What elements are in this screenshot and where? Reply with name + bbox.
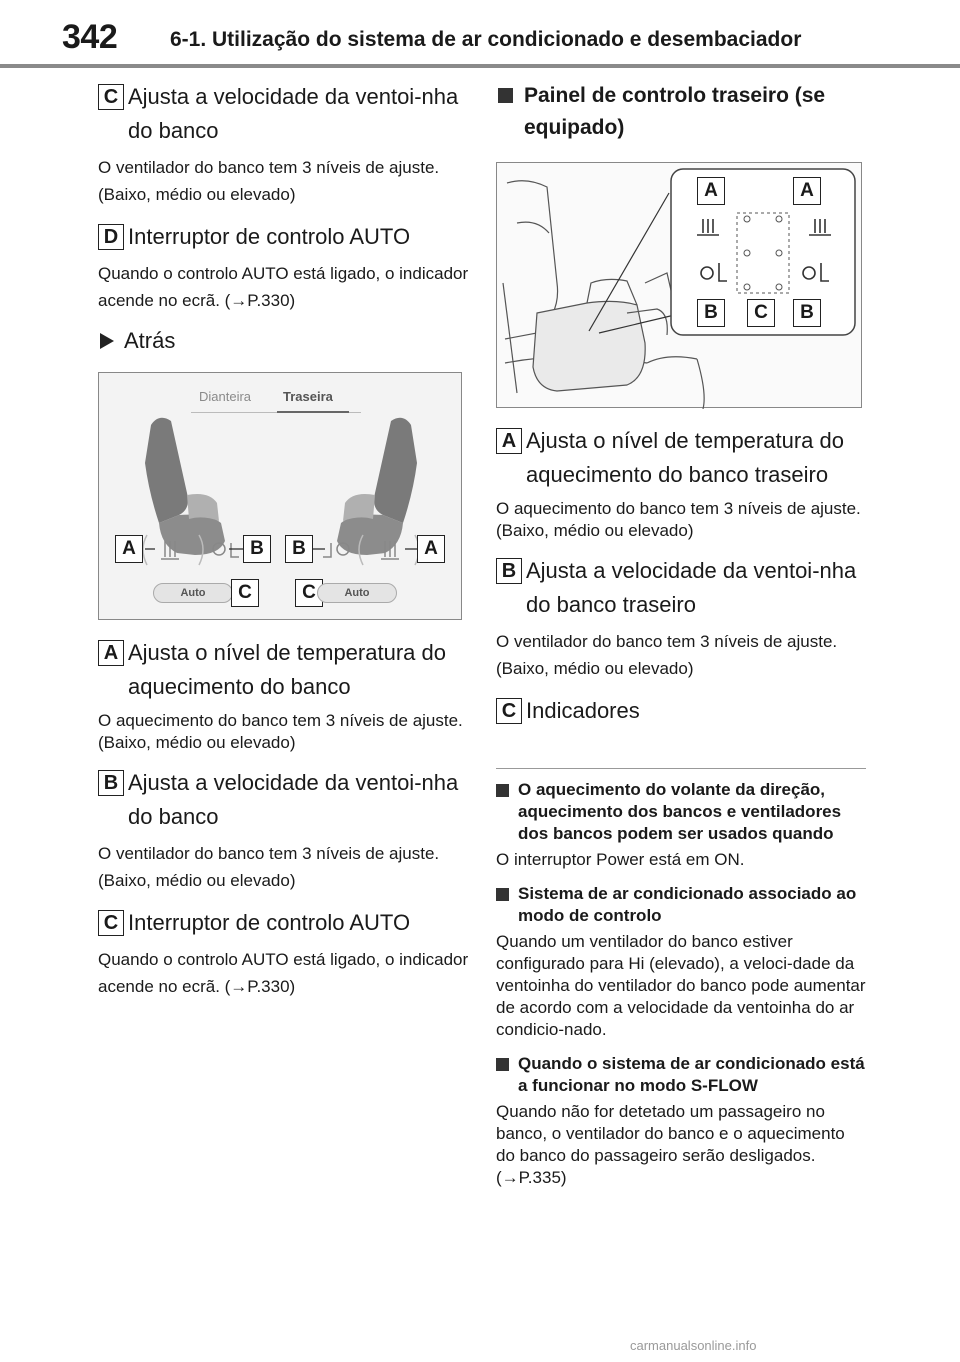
item-title: Ajusta o nível de temperatura do aquecimento do banco traseiro [526, 428, 844, 487]
item-description: O ventilador do banco tem 3 níveis de ajuste. (Baixo, médio ou elevado) [98, 844, 440, 890]
seat-illustration [99, 373, 463, 621]
rear-armrest-panel-figure [496, 162, 862, 408]
item-description: Quando o controlo AUTO está ligado, o indicador acende no ecrã. (→P.330) [98, 264, 469, 310]
label-box: C [98, 910, 124, 936]
note-text: Quando não for detetado um passageiro no banco, o ventilador do banco e o aquecimento do banco do passageiro serão desligados. (→P.335) [496, 1102, 845, 1187]
callout-a-left: A [697, 177, 725, 205]
item-a-rear-heater-level [496, 424, 866, 492]
chapter-title: 6-1. Utilização do sistema de ar condicionado e desembaciador [170, 28, 802, 51]
item-c-fan-speed [98, 80, 470, 148]
note-text: O interruptor Power está em ON. [496, 850, 745, 869]
tab-front: Dianteira [199, 389, 252, 404]
callout-b-right: B [793, 299, 821, 327]
item-title: Ajusta a velocidade da ventoi-nha do banco [128, 84, 459, 143]
item-description: O ventilador do banco tem 3 níveis de ajuste. (Baixo, médio ou elevado) [496, 632, 838, 678]
left-seat-icon [145, 418, 225, 555]
label-box: C [98, 84, 124, 110]
label-box: B [496, 558, 522, 584]
page-number: 342 [62, 18, 118, 56]
item-title: Ajusta a velocidade da ventoi-nha do banco traseiro [526, 558, 857, 617]
callout-b-right: B [285, 535, 313, 563]
item-c-auto-switch [98, 906, 470, 940]
note-heading [496, 883, 866, 927]
callout-c: C [747, 299, 775, 327]
item-a-heater-level [98, 636, 470, 704]
sub-heading-rear [98, 328, 470, 354]
note-text: Quando um ventilador do banco estiver configurado para Hi (elevado), a veloci-dade da ventoinha do ventilador do banco pode aumentar de acordo com a velocidade da ventoinha do ar condicio-nado. [496, 932, 866, 1039]
watermark-text: carmanualsonline.info [630, 1338, 757, 1353]
label-box: D [98, 224, 124, 250]
label-box: B [98, 770, 124, 796]
square-bullet-icon [498, 88, 513, 103]
square-bullet-icon [496, 1058, 509, 1071]
item-description: O ventilador do banco tem 3 níveis de ajuste. (Baixo, médio ou elevado) [98, 158, 440, 204]
rear-seat-control-screen-figure [98, 372, 462, 620]
right-seat-icon [337, 418, 417, 555]
auto-button-right: Auto [317, 583, 397, 603]
section-heading-text: Painel de controlo traseiro (se equipado) [524, 84, 826, 139]
callout-b-left: B [697, 299, 725, 327]
callout-a-right: A [793, 177, 821, 205]
item-c-indicators [496, 694, 866, 728]
callout-c-right: C [295, 579, 323, 607]
auto-button-left: Auto [153, 583, 233, 603]
callout-a-right: A [417, 535, 445, 563]
item-description: O aquecimento do banco tem 3 níveis de ajuste. (Baixo, médio ou elevado) [98, 711, 463, 752]
callout-a-left: A [115, 535, 143, 563]
item-b-rear-fan-speed [496, 554, 866, 622]
sub-heading-text: Atrás [124, 328, 176, 353]
label-box: A [496, 428, 522, 454]
note-heading [496, 779, 866, 845]
section-heading [496, 80, 866, 144]
square-bullet-icon [496, 784, 509, 797]
label-box: A [98, 640, 124, 666]
note-heading-text: O aquecimento do volante da direção, aquecimento dos bancos e ventiladores dos bancos podem ser usados quando [518, 780, 842, 843]
item-title: Ajusta o nível de temperatura do aquecimento do banco [128, 640, 446, 699]
note-heading [496, 1053, 866, 1097]
header-rule [0, 64, 960, 68]
callout-c-left: C [231, 579, 259, 607]
item-title: Ajusta a velocidade da ventoi-nha do banco [128, 770, 459, 829]
item-b-fan-speed [98, 766, 470, 834]
right-column [496, 80, 866, 1201]
item-title: Indicadores [526, 698, 640, 723]
square-bullet-icon [496, 888, 509, 901]
item-description: O aquecimento do banco tem 3 níveis de ajuste. (Baixo, médio ou elevado) [496, 499, 861, 540]
triangle-arrow-icon [100, 333, 114, 349]
item-d-auto-switch [98, 220, 470, 254]
callout-b-left: B [243, 535, 271, 563]
item-description: Quando o controlo AUTO está ligado, o indicador acende no ecrã. (→P.330) [98, 950, 469, 996]
tab-rear: Traseira [283, 389, 333, 404]
label-box: C [496, 698, 522, 724]
note-heading-text: Sistema de ar condicionado associado ao modo de controlo [518, 884, 857, 925]
note-heading-text: Quando o sistema de ar condicionado está a funcionar no modo S-FLOW [518, 1054, 865, 1095]
left-column [98, 80, 470, 1012]
item-title: Interruptor de controlo AUTO [128, 224, 411, 249]
item-title: Interruptor de controlo AUTO [128, 910, 411, 935]
notes-divider [496, 768, 866, 769]
